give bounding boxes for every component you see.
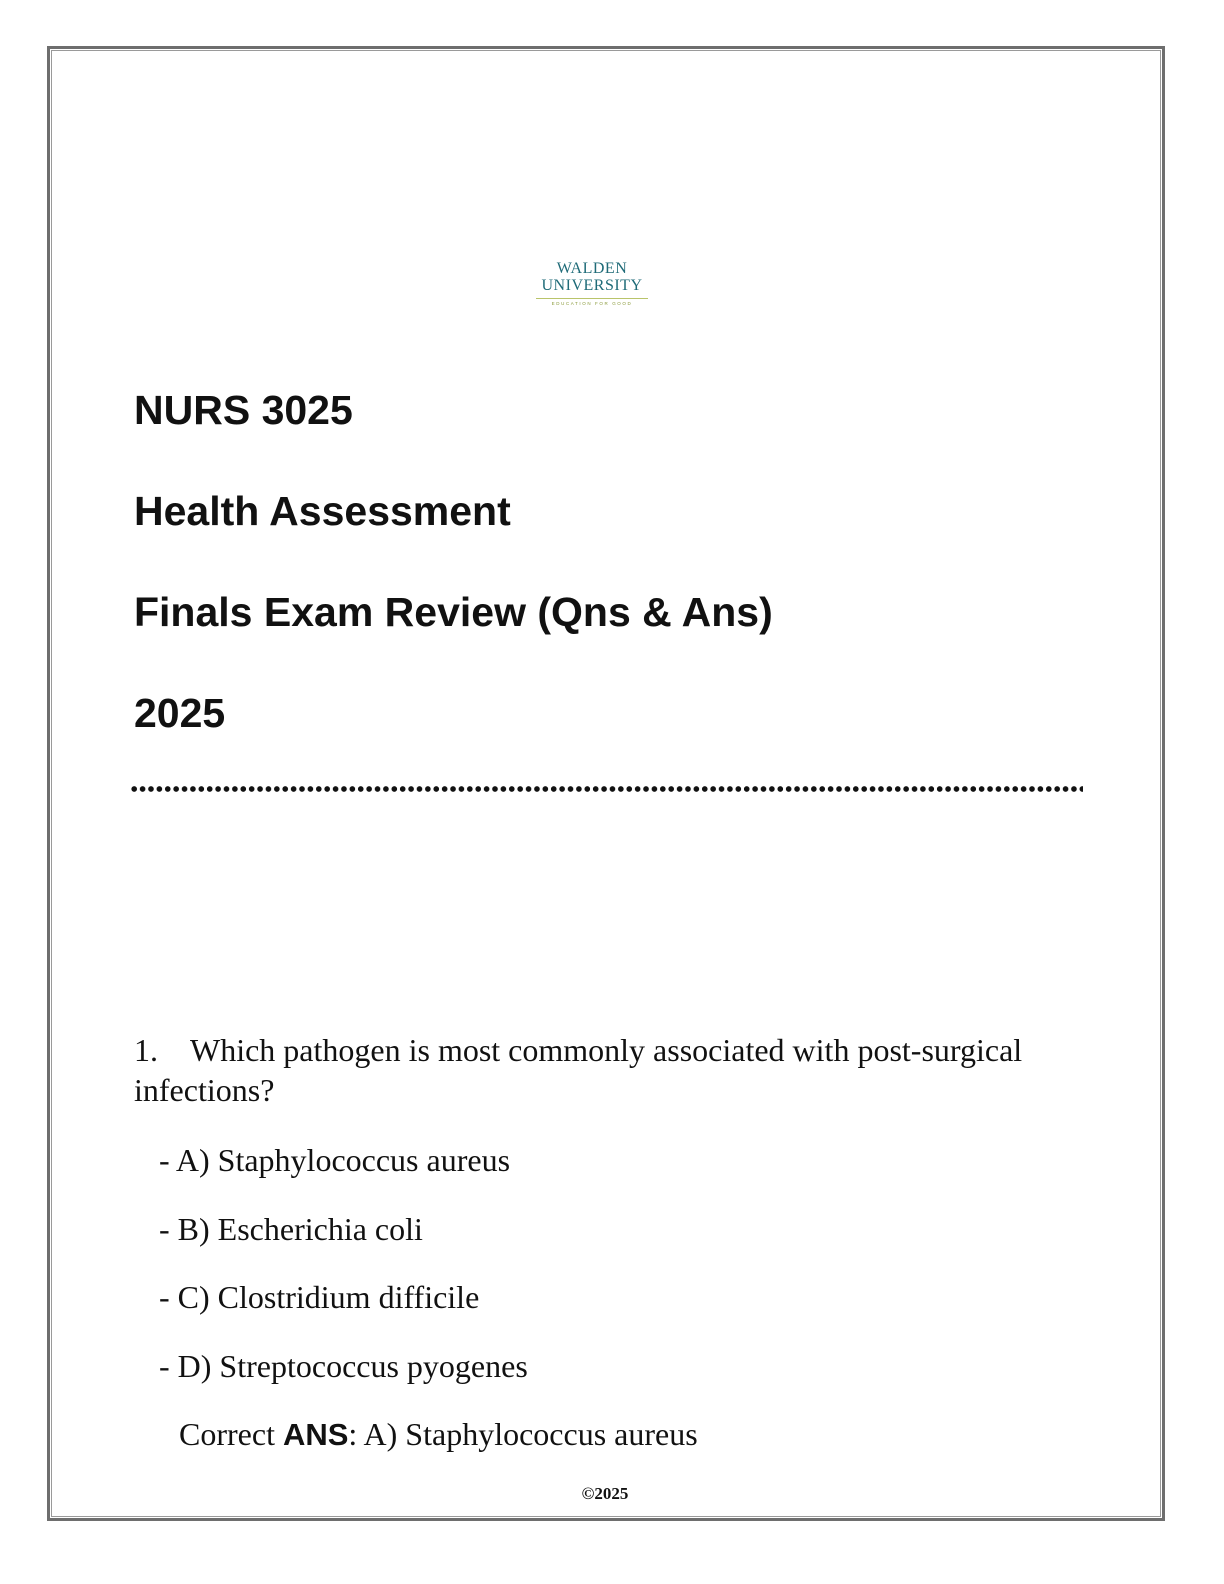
logo-tagline: EDUCATION FOR GOOD [536, 298, 648, 306]
answer-label: ANS [282, 1417, 349, 1452]
correct-answer [179, 1414, 698, 1455]
option-a: - A) Staphylococcus aureus [159, 1142, 511, 1178]
logo-line-walden: WALDEN [556, 260, 628, 277]
option-d: - D) Streptococcus pyogenes [159, 1348, 528, 1384]
year-heading: 2025 [134, 690, 226, 736]
question-text: Which pathogen is most commonly associated with post-surgical infections? [134, 1032, 1023, 1108]
subject-heading: Health Assessment [134, 488, 511, 534]
option-c: - C) Clostridium difficile [159, 1279, 480, 1315]
answer-value: : A) Staphylococcus aureus [348, 1416, 698, 1452]
option-b: - B) Escherichia coli [159, 1211, 423, 1247]
walden-university-logo [536, 260, 648, 306]
review-heading: Finals Exam Review (Qns & Ans) [134, 589, 773, 635]
dotted-divider [130, 785, 1083, 793]
logo-line-university: UNIVERSITY [541, 277, 643, 294]
question-1 [134, 1030, 1034, 1110]
course-code-heading: NURS 3025 [134, 387, 353, 433]
question-number: 1. [134, 1032, 158, 1068]
copyright-footer: ©2025 [581, 1484, 629, 1503]
answer-prefix: Correct [179, 1416, 275, 1452]
